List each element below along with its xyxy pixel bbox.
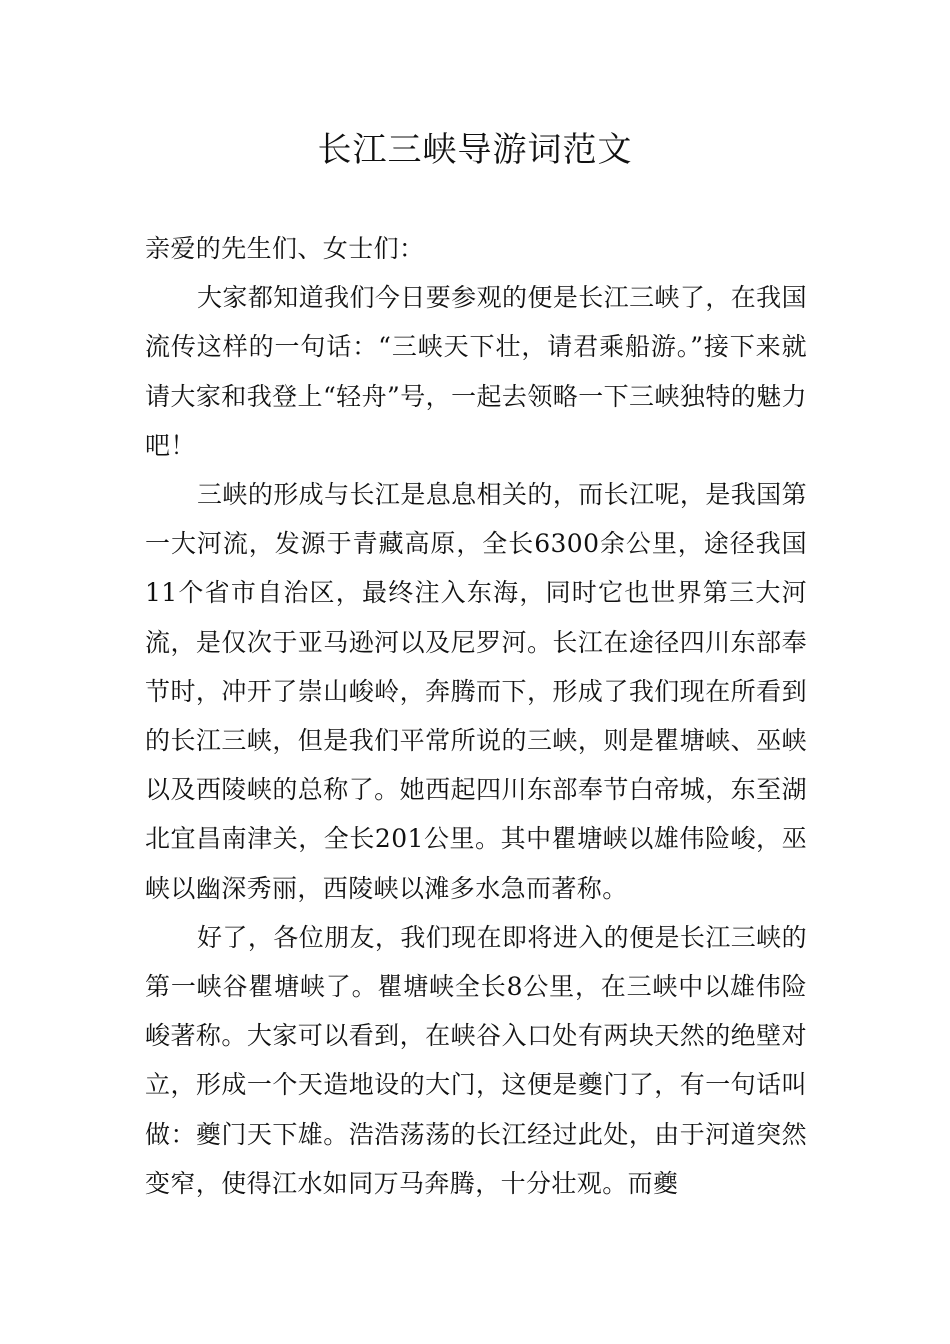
- paragraph-formation: 三峡的形成与长江是息息相关的，而长江呢，是我国第一大河流，发源于青藏高原，全长6300余公里，途径我国11个省市自治区，最终注入东海，同时它也世界第三大河流，是仅次于亚马逊河以及尼罗河。长江在途径四川东部奉节时，冲开了崇山峻岭，奔腾而下，形成了我们现在所看到的长江三峡，但是我们平常所说的三峡，则是瞿塘峡、巫峡以及西陵峡的总称了。她西起四川东部奉节白帝城，东至湖北宜昌南津关，全长201公里。其中瞿塘峡以雄伟险峻，巫峡以幽深秀丽，西陵峡以滩多水急而著称。: [145, 480, 807, 903]
- greeting-line: 亲爱的先生们、女士们：: [145, 234, 425, 263]
- paragraph-qutang-gorge: 好了，各位朋友，我们现在即将进入的便是长江三峡的第一峡谷瞿塘峡了。瞿塘峡全长8公里，在三峡中以雄伟险峻著称。大家可以看到，在峡谷入口处有两块天然的绝壁对立，形成一个天造地设的大门，这便是夔门了，有一句话叫做：夔门天下雄。浩浩荡荡的长江经过此处，由于河道突然变窄，使得江水如同万马奔腾，十分壮观。而夔: [145, 922, 807, 1198]
- paragraph-intro: 大家都知道我们今日要参观的便是长江三峡了，在我国流传这样的一句话：“三峡天下壮，请君乘船游。”接下来就请大家和我登上“轻舟”号，一起去领略一下三峡独特的魅力吧！: [145, 283, 807, 460]
- document-body: [145, 224, 807, 1208]
- document-title: 长江三峡导游词范文: [317, 130, 633, 170]
